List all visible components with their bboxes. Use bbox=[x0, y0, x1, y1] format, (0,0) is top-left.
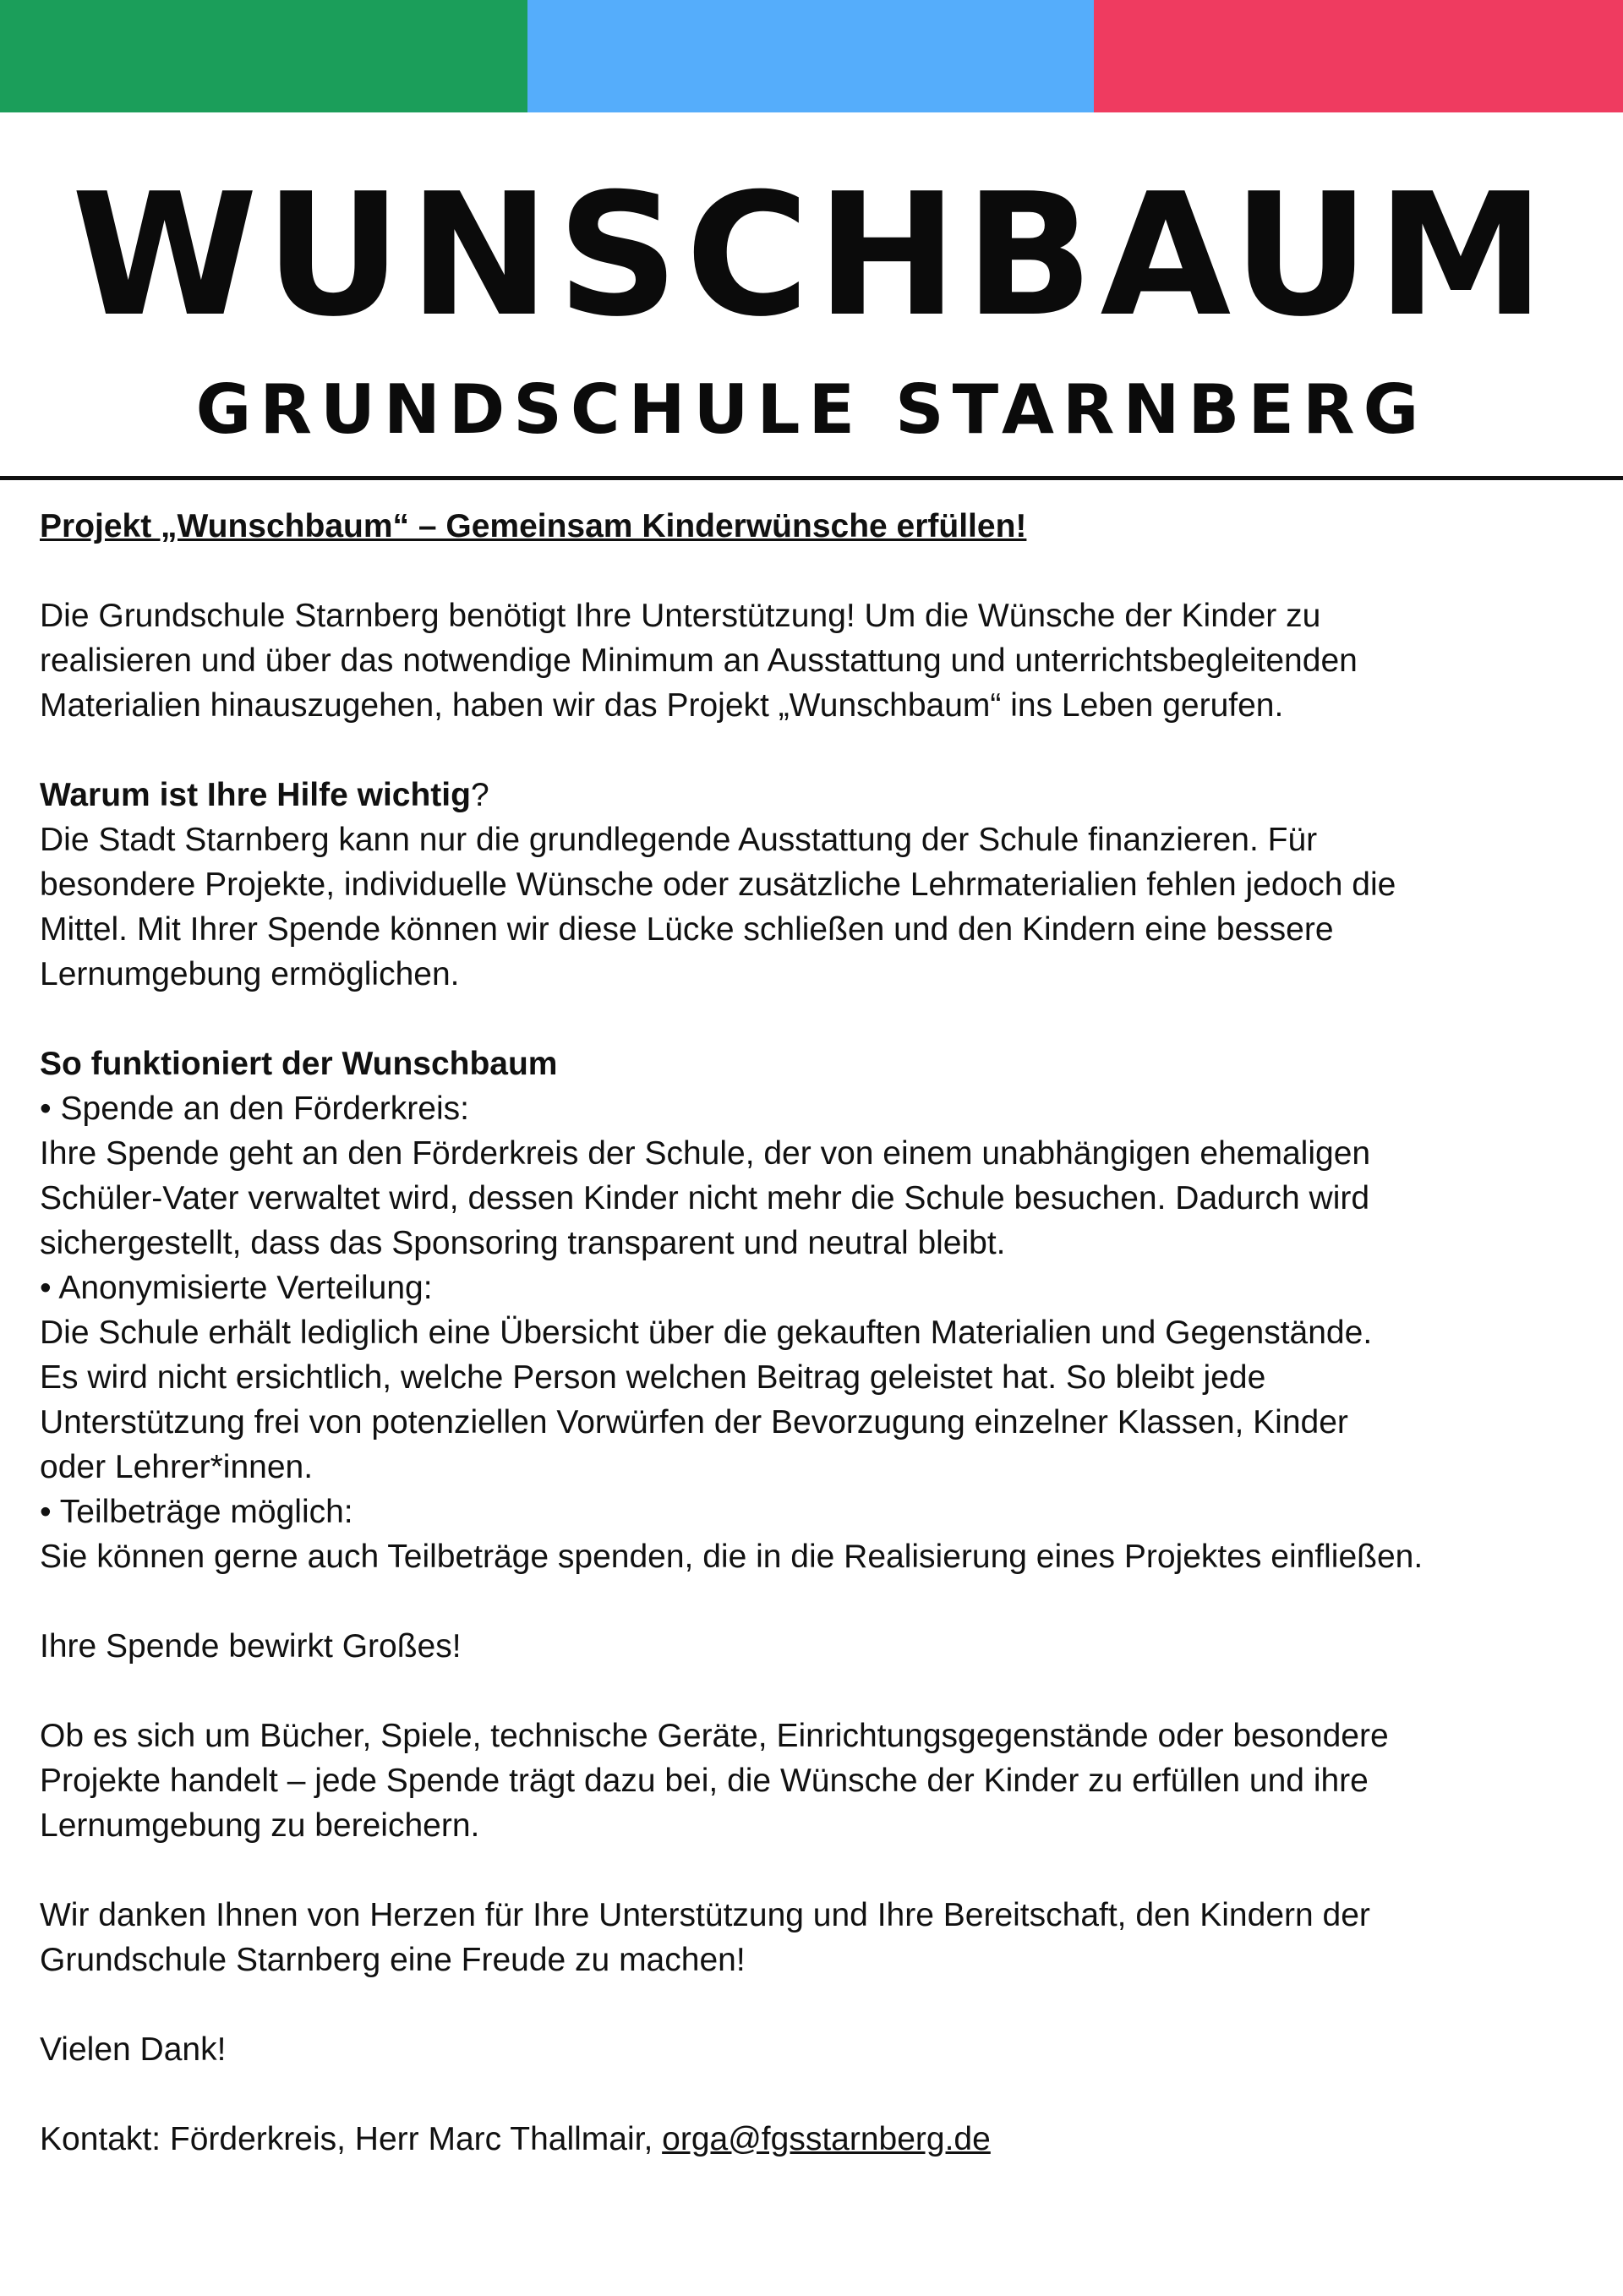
why-heading: Warum ist Ihre Hilfe wichtig bbox=[40, 777, 471, 813]
how-line: Ihre Spende geht an den Förderkreis der Schule, der von einem unabhängigen ehemaligen bbox=[40, 1135, 1371, 1172]
page-title: WUNSCHBAUM bbox=[71, 157, 1552, 354]
why-heading-line bbox=[40, 773, 1595, 817]
thanks-line: Grundschule Starnberg eine Freude zu machen! bbox=[40, 1942, 746, 1978]
intro-line: Die Grundschule Starnberg benötigt Ihre Unterstützung! Um die Wünsche der Kinder zu bbox=[40, 598, 1321, 634]
why-line: Die Stadt Starnberg kann nur die grundlegende Ausstattung der Schule finanzieren. Für bbox=[40, 822, 1318, 858]
contact-line bbox=[40, 2117, 1595, 2162]
how-line: sichergestellt, dass das Sponsoring transparent und neutral bleibt. bbox=[40, 1225, 1006, 1261]
how-line: oder Lehrer*innen. bbox=[40, 1449, 314, 1485]
green-bar bbox=[0, 0, 527, 112]
thanks-line: Wir danken Ihnen von Herzen für Ihre Unterstützung und Ihre Bereitschaft, den Kindern der bbox=[40, 1897, 1370, 1933]
project-heading: Projekt „Wunschbaum“ – Gemeinsam Kinderwünsche erfüllen! bbox=[40, 508, 1027, 544]
why-line: besondere Projekte, individuelle Wünsche oder zusätzliche Lehrmaterialien fehlen jedoch die bbox=[40, 866, 1396, 903]
intro-line: Materialien hinauszugehen, haben wir das Projekt „Wunschbaum“ ins Leben gerufen. bbox=[40, 687, 1284, 724]
how-heading: So funktioniert der Wunschbaum bbox=[40, 1046, 558, 1082]
items-line: Ob es sich um Bücher, Spiele, technische Geräte, Einrichtungsgegenstände oder besondere bbox=[40, 1718, 1389, 1754]
divider bbox=[0, 476, 1623, 480]
how-bullet-foerderkreis: • Spende an den Förderkreis: bbox=[40, 1091, 469, 1127]
how-bullet-anonymisiert: • Anonymisierte Verteilung: bbox=[40, 1270, 433, 1306]
document-body bbox=[40, 504, 1595, 2162]
why-line: Mittel. Mit Ihrer Spende können wir diese Lücke schließen und den Kindern eine bessere bbox=[40, 911, 1334, 948]
red-bar bbox=[1094, 0, 1623, 112]
how-line: Sie können gerne auch Teilbeträge spenden, die in die Realisierung eines Projektes einfließen. bbox=[40, 1539, 1424, 1575]
items-line: Projekte handelt – jede Spende trägt dazu bei, die Wünsche der Kinder zu erfüllen und ihre bbox=[40, 1763, 1369, 1799]
why-line: Lernumgebung ermöglichen. bbox=[40, 956, 460, 992]
color-bars bbox=[0, 0, 1623, 112]
items-line: Lernumgebung zu bereichern. bbox=[40, 1807, 480, 1844]
how-line: Unterstützung frei von potenziellen Vorwürfen der Bevorzugung einzelner Klassen, Kinder bbox=[40, 1404, 1348, 1440]
contact-email-link[interactable]: orga@fgsstarnberg.de bbox=[662, 2121, 991, 2157]
contact-prefix: Kontakt: Förderkreis, Herr Marc Thallmair, bbox=[40, 2121, 663, 2157]
closing-line: Vielen Dank! bbox=[40, 2031, 227, 2068]
how-line: Schüler-Vater verwaltet wird, dessen Kinder nicht mehr die Schule besuchen. Dadurch wird bbox=[40, 1180, 1370, 1216]
how-bullet-teilbetraege: • Teilbeträge möglich: bbox=[40, 1494, 353, 1530]
blue-bar bbox=[527, 0, 1094, 112]
how-line: Es wird nicht ersichtlich, welche Person welchen Beitrag geleistet hat. So bleibt jede bbox=[40, 1359, 1266, 1396]
intro-line: realisieren und über das notwendige Minimum an Ausstattung und unterrichtsbegleitenden bbox=[40, 642, 1358, 679]
page-subtitle: GRUNDSCHULE STARNBERG bbox=[195, 370, 1428, 449]
how-line: Die Schule erhält lediglich eine Übersicht über die gekauften Materialien und Gegenstände. bbox=[40, 1315, 1373, 1351]
impact-line: Ihre Spende bewirkt Großes! bbox=[40, 1628, 462, 1665]
why-question-mark: ? bbox=[470, 777, 489, 813]
